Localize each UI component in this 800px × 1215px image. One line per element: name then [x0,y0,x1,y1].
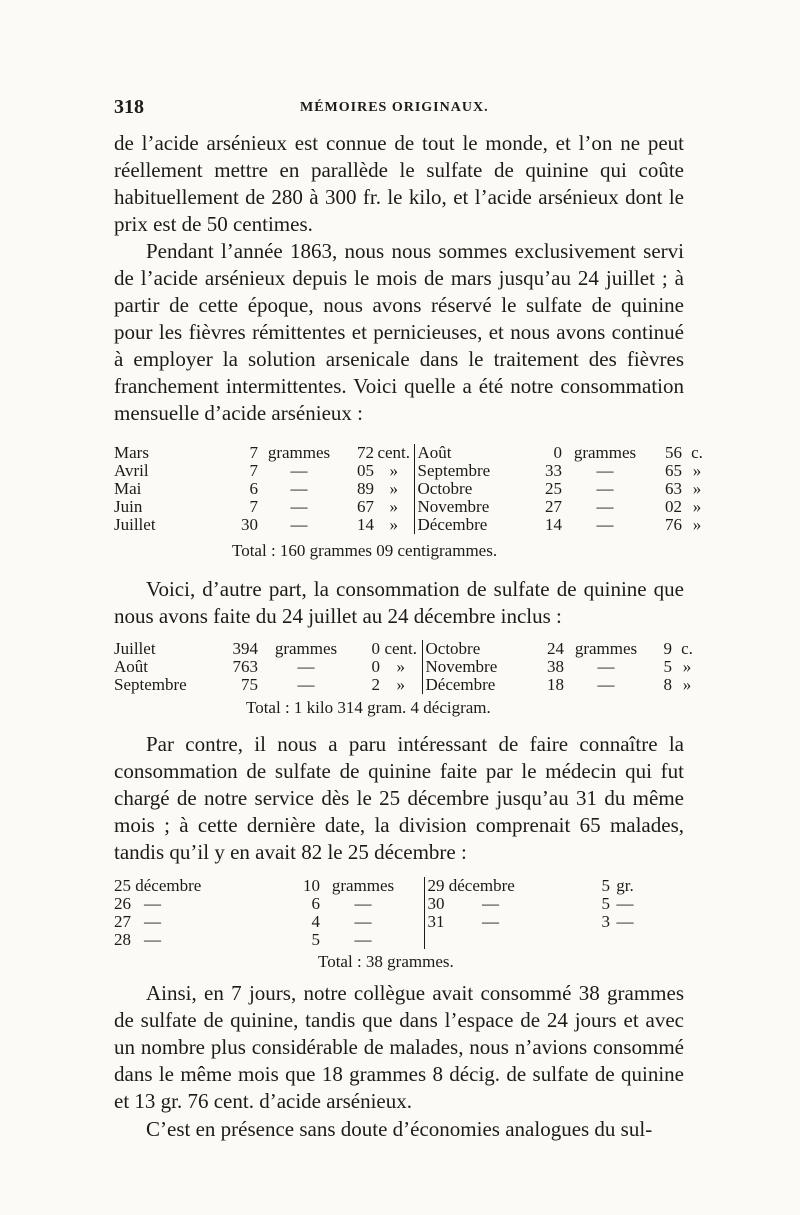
table-row [114,658,702,676]
table-row [114,895,640,913]
table-cell: Juillet [114,515,156,534]
table-cell: 24 [547,639,564,658]
table-cell: 18 [547,675,564,694]
table-cell: cent. [384,639,418,658]
table-cell: 02 [665,497,682,516]
table-cell: 25 [545,479,562,498]
table-cell: — [482,912,499,931]
table-cell: » [396,675,405,694]
table-cell: 8 [663,675,672,694]
table-cell: — [297,657,315,676]
table-cell: Août [114,657,148,676]
table-cell: 63 [665,479,682,498]
table-cell: 25 décembre [114,876,202,895]
table-cell: 3 [601,912,610,931]
table-cell: Mai [114,479,142,498]
paragraph-4: Par contre, il nous a paru intéressant de faire connaître la consommation de sulfate de quinine faite par le médecin qui fut chargé de notre service dès le 25 décembre jusqu’au 31 du même mois ; à cette dernière date, la division comprenait 65 malades, tandis qu’il y en avait 82 le 25 décembre : [114,732,684,864]
table-cell: 4 [311,912,320,931]
table-cell: — [354,912,372,931]
table-cell: — [597,657,615,676]
paragraph-3: Voici, d’autre part, la consommation de sulfate de quinine que nous avons faite du 24 juillet au 24 décembre inclus : [114,577,684,628]
table-row [114,931,640,949]
quinine-consumption-table [114,640,702,694]
table-cell: 38 [547,657,564,676]
table-cell: cent. [377,443,411,462]
table-cell: 5 [663,657,672,676]
table-row [114,913,640,931]
table-row [114,676,702,694]
page-header [114,96,684,122]
table-cell: 6 [311,894,320,913]
table-cell: 5 [311,930,320,949]
table-cell: 33 [545,461,562,480]
table-cell: » [389,497,398,516]
table-cell: Octobre [422,640,524,658]
table-cell: 76 [665,515,682,534]
table-cell: — [144,930,161,949]
table-cell: — [144,894,161,913]
table-cell: Octobre [414,480,522,498]
table-cell: 10 [303,876,320,895]
table-cell: » [692,515,702,534]
table-cell: — [290,479,308,498]
paragraph-1: de l’acide arsénieux est connue de tout le monde, et l’on ne peut réellement mettre en parallède le sulfate de quinine qui coûte habituellement de 280 à 300 fr. le kilo, et l’acide arsénieux dont le prix est de 50 centimes. [114,131,684,236]
page-number: 318 [114,96,144,118]
table-cell: — [290,497,308,516]
table-cell: grammes [574,639,638,658]
table-cell: 5 [601,894,610,913]
table1-total: Total : 160 grammes 09 centigrammes. [232,541,498,560]
table3-total: Total : 38 grammes. [318,952,454,971]
table-cell: 0 [371,639,380,658]
table-cell: 5 [601,876,610,895]
table-cell: grammes [573,443,637,462]
table-cell: 30 [424,895,482,913]
table-cell: 29 décembre [424,877,582,895]
table-cell: 27 [114,912,131,931]
table-cell: — [354,930,372,949]
table-cell: 72 [357,443,374,462]
table-cell: gr. [616,876,634,895]
table-cell: 6 [249,479,258,498]
table-cell: 65 [665,461,682,480]
table-cell: » [692,461,702,480]
table-cell: c. [681,639,693,658]
table-cell: 7 [249,497,258,516]
table-cell: » [692,479,702,498]
table-cell: — [596,479,614,498]
table-cell: — [482,894,499,913]
running-head: MÉMOIRES ORIGINAUX. [300,100,489,115]
table-cell: 0 [553,443,562,462]
table-cell: 05 [357,461,374,480]
table-cell: — [596,515,614,534]
table-cell: Juillet [114,639,156,658]
table-cell: — [616,912,634,931]
table-cell: — [596,461,614,480]
table-cell: Juin [114,497,143,516]
table-cell: Septembre [114,675,187,694]
table-row [114,516,712,534]
table-cell: grammes [331,876,395,895]
table-cell: » [682,657,692,676]
table-cell: 2 [371,675,380,694]
table-cell: 7 [249,443,258,462]
table-cell: Novembre [422,658,524,676]
table-cell: Août [414,444,522,462]
table-cell: 7 [249,461,258,480]
paragraph-6: C’est en présence sans doute d’économies analogues du sul- [146,1117,653,1141]
table-cell: 67 [357,497,374,516]
table-cell: » [389,479,398,498]
table-cell: — [144,912,161,931]
table-cell: 56 [665,443,682,462]
table-cell: — [597,675,615,694]
table-cell: 28 [114,930,131,949]
table2-total: Total : 1 kilo 314 gram. 4 décigram. [246,698,491,717]
table-cell: » [389,515,398,534]
table-cell: 31 [424,913,482,931]
table-cell: 27 [545,497,562,516]
table-cell: 763 [232,657,258,676]
table-cell: — [596,497,614,516]
table-cell: 9 [663,639,672,658]
table-cell: Avril [114,461,149,480]
colleague-quinine-table [114,877,640,949]
table-cell: » [692,497,702,516]
table-cell: — [616,894,634,913]
table-cell: c. [691,443,703,462]
table-cell: grammes [274,639,338,658]
table-cell: 14 [545,515,562,534]
table-cell: grammes [267,443,331,462]
table-cell: — [290,515,308,534]
table-row [114,640,702,658]
paragraph-2: Pendant l’année 1863, nous nous sommes exclusivement servi de l’acide arsénieux depuis le mois de mars jusqu’au 24 juillet ; à partir de cette époque, nous avons réservé le sulfate de quinine pour les fièvres rémittentes et pernicieuses, et nous avons continué à employer la solution arsenicale dans le traitement des fièvres franchement intermittentes. Voici quelle a été notre consommation mensuelle d’acide arsénieux : [114,239,684,425]
table-row [114,877,640,895]
arsenic-consumption-table [114,444,712,534]
paragraph-5: Ainsi, en 7 jours, notre collègue avait consommé 38 grammes de sulfate de quinine, tandis que dans l’espace de 24 jours et avec un nombre plus considérable de malades, nous n’avions consommé dans le même mois que 18 grammes 8 décig. de sulfate de quinine et 13 gr. 76 cent. d’acide arsénieux. [114,981,684,1113]
table-row [114,462,712,480]
table-cell: » [396,657,405,676]
table-cell: — [297,675,315,694]
table-cell: 0 [371,657,380,676]
table-cell: Mars [114,443,149,462]
table-cell: — [354,894,372,913]
table-cell: — [290,461,308,480]
table-row [114,498,712,516]
table-row [114,444,712,462]
table-cell: Décembre [414,516,522,534]
table-cell: 14 [357,515,374,534]
table-cell: Septembre [414,462,522,480]
table-cell: Décembre [422,676,524,694]
table-cell: » [389,461,398,480]
table-row [114,480,712,498]
table-cell: Novembre [414,498,522,516]
table-cell: 394 [232,639,258,658]
table-cell: 89 [357,479,374,498]
table-cell: 26 [114,894,131,913]
table-cell: 30 [241,515,258,534]
table-cell: 75 [241,675,258,694]
table-cell: » [682,675,692,694]
